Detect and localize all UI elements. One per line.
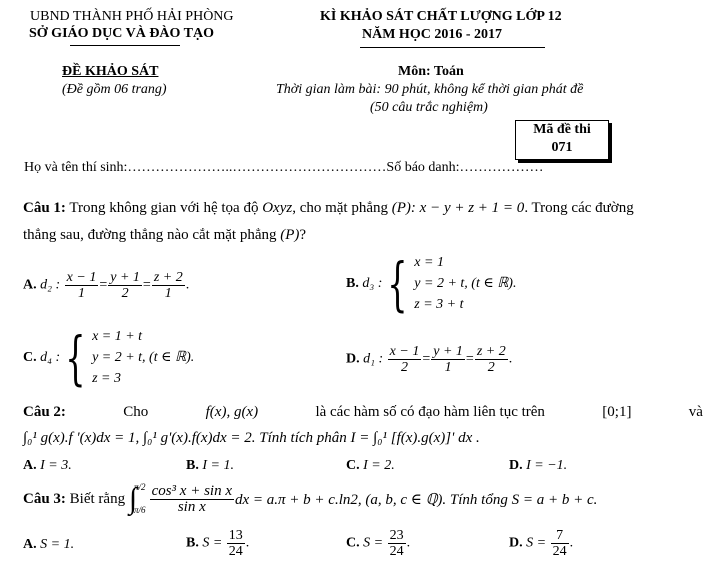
q1-text-a: Trong không gian với hệ tọa độ	[69, 200, 263, 216]
q1-a-frac3: $\frac{z + 2}{1}$	[153, 270, 183, 301]
exam-time: Thời gian làm bài: 90 phút, không kể thời gian phát đề	[276, 82, 584, 97]
q1-b-name: d₃ :	[362, 275, 383, 291]
q3-d-frac: $\frac{7}{24}$	[552, 528, 567, 559]
q3-b-frac: $\frac{13}{24}$	[228, 528, 243, 559]
q1-line2-end: ?	[299, 227, 307, 243]
q1-b-system: x = 1 y = 2 + t, (t ∈ ℝ). z = 3 + t	[414, 255, 517, 312]
q3-text-b: dx = a.π + b + c.ln2, (a, b, c ∈ ℚ). Tính tổng S = a + b + c.	[235, 491, 598, 508]
school-year: NĂM HỌC 2016 - 2017	[362, 27, 502, 42]
department-name: SỞ GIÁO DỤC VÀ ĐÀO TẠO	[29, 26, 215, 41]
q2-text: là các hàm số có đạo hàm liên tục trên	[315, 404, 545, 420]
q2-interval: [0;1]	[602, 404, 632, 420]
q1-d-frac3: $\frac{z + 2}{2}$	[476, 344, 506, 375]
integral-sign: ∫	[128, 482, 138, 515]
q3-line1	[23, 482, 597, 516]
page-count: (Đề gồm 06 trang)	[62, 82, 167, 97]
exam-title: KÌ KHẢO SÁT CHẤT LƯỢNG LỚP 12	[320, 9, 562, 24]
q3-option-a: A. S = 1.	[23, 537, 75, 552]
q1-b-brace: {	[387, 249, 408, 318]
q1-d-frac1: $\frac{x - 1}{2}$	[389, 344, 420, 375]
q1-a-name: d₂ :	[40, 277, 61, 293]
q1-a-frac2: $\frac{y + 1}{2}$	[110, 270, 140, 301]
q3-upper-limit: π/2	[134, 482, 146, 492]
q2-line2: ∫₀¹ g(x).f '(x)dx = 1, ∫₀¹ g'(x).f(x)dx = 2. Tính tích phân I = ∫₀¹ [f(x).g(x)]' dx .	[23, 430, 480, 446]
q1-a-label: A.	[23, 277, 37, 293]
q1-plane: (P): x − y + z + 1 = 0	[391, 200, 525, 216]
q3-option-d: D. S = $\frac{7}{24}$ .	[509, 528, 574, 559]
exam-code-label: Mã đề thi	[533, 122, 591, 137]
q1-text-b: , cho mặt phẳng	[292, 200, 392, 216]
q1-oxyz: Oxyz	[262, 200, 293, 216]
q1-option-c	[23, 323, 195, 392]
q1-d-frac2: $\frac{y + 1}{1}$	[433, 344, 463, 375]
q2-va: và	[688, 404, 703, 420]
q3-option-b: B. S = $\frac{13}{24}$ .	[186, 528, 250, 559]
q1-line2-text: thẳng sau, đường thẳng nào cắt mặt phẳng	[23, 227, 281, 243]
candidate-info-line: Họ và tên thí sinh:…………………..……………………………Số báo danh:………………	[24, 160, 544, 175]
q1-a-frac1: $\frac{x - 1}{1}$	[66, 270, 97, 301]
right-rule	[360, 47, 545, 48]
left-rule	[70, 45, 180, 46]
q2-functions: f(x), g(x)	[205, 404, 259, 420]
exam-code-value: 071	[551, 140, 573, 155]
q1-d-label: D.	[346, 351, 360, 367]
q3-integral	[129, 482, 235, 516]
q3-c-frac: $\frac{23}{24}$	[389, 528, 404, 559]
authority-name: UBND THÀNH PHỐ HẢI PHÒNG	[30, 9, 234, 24]
q3-integrand: $\frac{\text{cos³ x + sin x}}{\text{sin x}}$	[151, 482, 232, 515]
q2-label: Câu 2:	[23, 404, 66, 420]
q1-b-label: B.	[346, 275, 359, 291]
q1-line1	[23, 200, 634, 217]
q2-option-c: C. I = 2.	[346, 458, 395, 473]
q1-line2	[23, 227, 306, 244]
q3-option-c: C. S = $\frac{23}{24}$ .	[346, 528, 411, 559]
q2-option-d: D. I = −1.	[509, 458, 568, 473]
q1-option-d: D. d₁ : $\frac{x - 1}{2}$ = $\frac{y + 1}{1}$ = $\frac{z + 2}{2}$ .	[346, 344, 513, 375]
q3-lower-limit: π/6	[134, 505, 146, 515]
question-count: (50 câu trắc nghiệm)	[370, 100, 488, 115]
q1-option-a: A. d₂ : $\frac{x - 1}{1}$ = $\frac{y + 1}{2}$ = $\frac{z + 2}{1}$ .	[23, 270, 190, 301]
q1-c-label: C.	[23, 349, 37, 365]
q1-c-name: d₄ :	[40, 349, 61, 365]
q1-option-b	[346, 249, 517, 318]
doc-type: ĐỀ KHẢO SÁT	[62, 64, 159, 79]
subject: Môn: Toán	[398, 64, 464, 79]
q1-line2-plane: (P)	[280, 227, 300, 243]
q2-option-a: A. I = 3.	[23, 458, 72, 473]
exam-code-box	[515, 120, 609, 160]
q1-c-system: x = 1 + t y = 2 + t, (t ∈ ℝ). z = 3	[92, 329, 195, 386]
q1-text-c: . Trong các đường	[524, 200, 634, 216]
q1-label: Câu 1:	[23, 200, 66, 216]
q2-cho: Cho	[123, 404, 149, 420]
q2-line1	[23, 404, 703, 421]
q3-label: Câu 3:	[23, 490, 66, 507]
q3-text-a: Biết rằng	[69, 490, 126, 507]
q2-option-b: B. I = 1.	[186, 458, 234, 473]
q1-d-name: d₁ :	[363, 351, 384, 367]
q1-c-brace: {	[65, 323, 86, 392]
